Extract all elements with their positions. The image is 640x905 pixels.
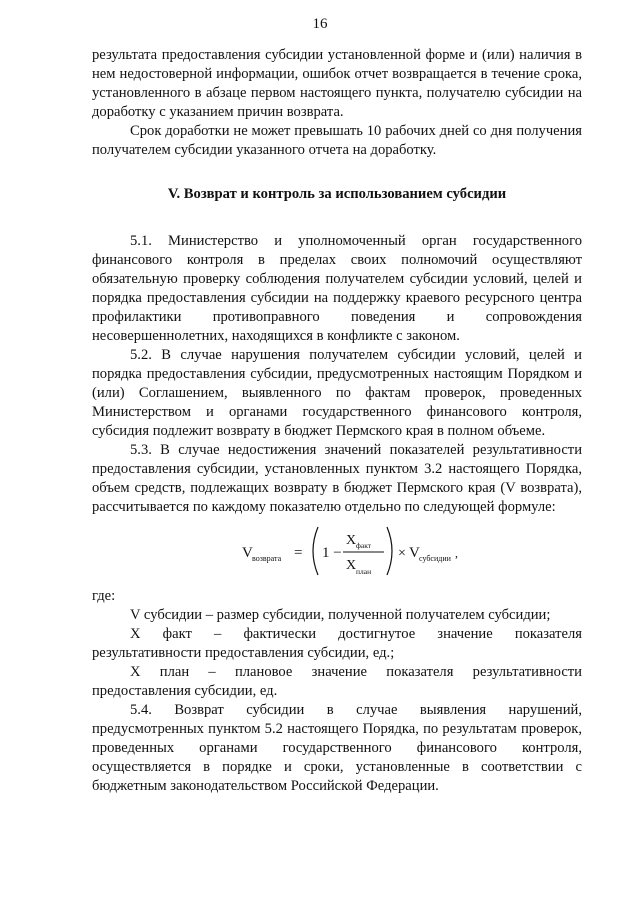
- formula-numerator-subscript: факт: [356, 541, 372, 550]
- definition-x-plan: Х план – плановое значение показателя результативности предоставления субсидии, ед.: [92, 664, 582, 699]
- paragraph-5-1: 5.1. Министерство и уполномоченный орган государственного финансового контроля в пределах своих полномочий осуществляют обязательную проверку соблюдения получателем субсидии условий, целей и порядка предоставления субсидии на поддержку краевого ресурсного центра профилактики противоправного поведения и сопровождения несовершеннолетних, находящихся в конфликте с законом.: [92, 233, 582, 344]
- definition-v-subsidy: V субсидии – размер субсидии, полученной получателем субсидии;: [130, 607, 551, 623]
- definition-x-fact: Х факт – фактически достигнутое значение показателя результативности предоставления субсидии, ед.;: [92, 626, 582, 661]
- paragraph-5-4: 5.4. Возврат субсидии в случае выявления нарушений, предусмотренных пунктом 5.2 настоящего Порядка, по результатам проверок, проведенных органами государственного финансового контроля, осуществляется в порядке и сроки, установленные в соответствии с бюджетным законодательством Российской Федерации.: [92, 702, 582, 794]
- formula-denominator-symbol: X: [346, 558, 357, 573]
- formula-trailing-comma: ,: [455, 546, 458, 560]
- paragraph-continued: результата предоставления субсидии установленной форме и (или) наличия в нем недостоверной информации, ошибок отчет возвращается в течение срока, установленного в абзаце первом настоящего пункта, получателю субсидии на доработку с указанием причин возврата.: [92, 47, 582, 120]
- paragraph-5-2: 5.2. В случае нарушения получателем субсидии условий, целей и порядка предоставления субсидии, предусмотренных настоящим Порядком и (или) Соглашением, выявленного по фактам проверок, проведенных Министерством и органами государственного финансового контроля, субсидия подлежит возврату в бюджет Пермского края в полном объеме.: [92, 347, 582, 439]
- where-label: где:: [92, 588, 116, 604]
- formula-rhs-symbol: V: [409, 545, 420, 561]
- formula-lhs-symbol: V: [242, 545, 253, 561]
- section-heading: V. Возврат и контроль за использованием субсидии: [167, 186, 507, 202]
- formula-denominator-subscript: план: [356, 567, 372, 576]
- formula-equals: =: [294, 545, 303, 561]
- formula-one-minus: 1 −: [322, 545, 342, 561]
- paragraph-deadline: Срок доработки не может превышать 10 рабочих дней со дня получения получателем субсидии указанного отчета на доработку.: [92, 123, 582, 158]
- formula-numerator-symbol: X: [346, 533, 357, 548]
- formula-right-paren: [387, 527, 392, 575]
- formula-graphic: [242, 521, 462, 581]
- refund-formula: [92, 521, 582, 581]
- formula-left-paren: [313, 527, 318, 575]
- page-number: 16: [312, 16, 328, 32]
- formula-rhs-subscript: субсидии: [419, 554, 451, 563]
- document-body: [92, 46, 582, 796]
- paragraph-5-3: 5.3. В случае недостижения значений показателей результативности предоставления субсидии, установленных пунктом 3.2 настоящего Порядка, объем средств, подлежащих возврату в бюджет Пермского края (V возврата), рассчитывается по каждому показателю отдельно по следующей формуле:: [92, 442, 582, 515]
- formula-times: ×: [398, 546, 406, 561]
- formula-lhs-subscript: возврата: [252, 554, 282, 563]
